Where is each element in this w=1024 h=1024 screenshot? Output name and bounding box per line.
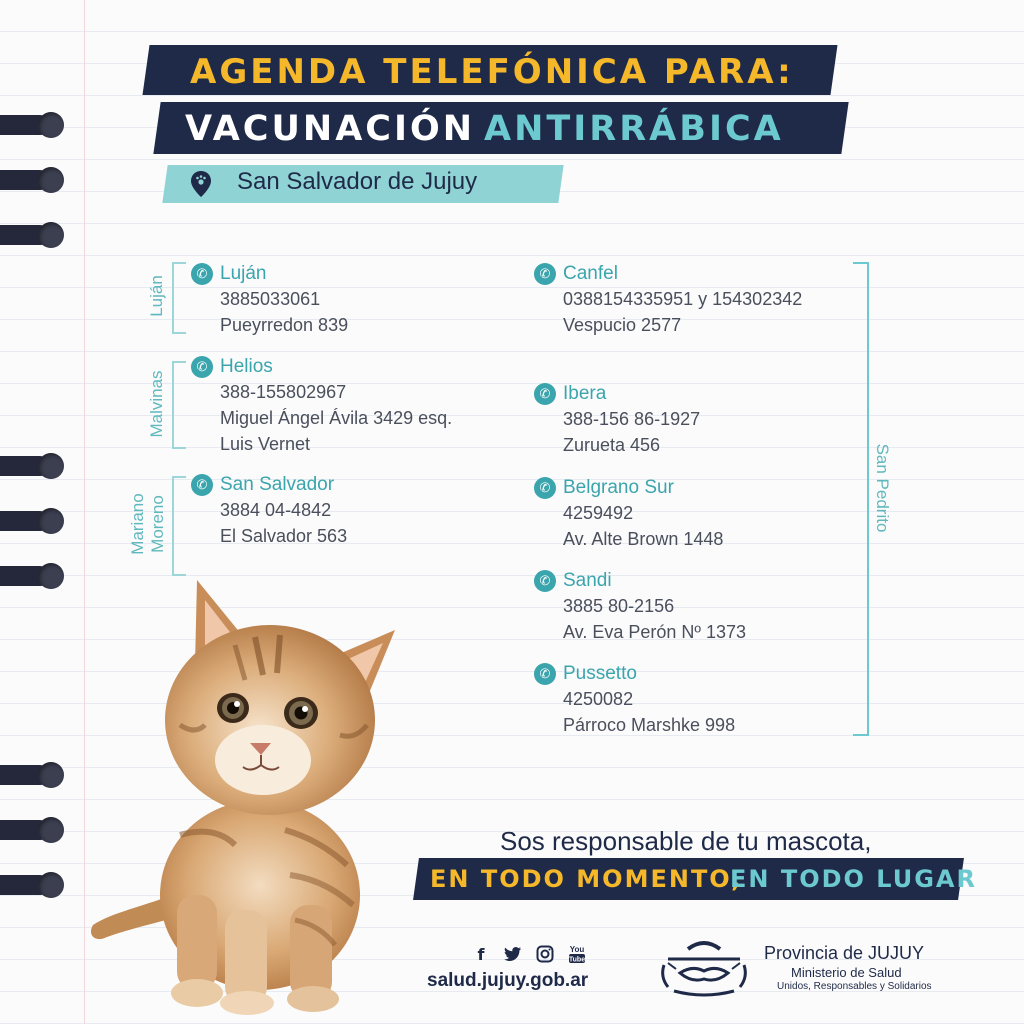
contact-entry bbox=[539, 662, 736, 738]
svg-text:Tube: Tube bbox=[568, 956, 586, 964]
slogan-line-1: Sos responsable de tu mascota, bbox=[500, 826, 872, 856]
contact-entry bbox=[539, 569, 747, 645]
group-label-malvinas: Malvinas bbox=[147, 370, 166, 438]
kitten-image bbox=[85, 575, 405, 1015]
province-name: Provincia de JUJUY bbox=[764, 943, 925, 963]
contact-name: Canfel bbox=[563, 263, 618, 284]
bracket-malvinas bbox=[172, 361, 186, 449]
phone-icon: ✆ bbox=[534, 477, 556, 499]
contact-name: Pussetto bbox=[563, 663, 637, 684]
slogan-en-todo-lugar: EN TODO LUGAR bbox=[730, 865, 977, 893]
contact-address: Pueyrredon 839 bbox=[220, 315, 349, 335]
phone-icon: ✆ bbox=[534, 663, 556, 685]
facebook-icon[interactable]: f bbox=[477, 944, 485, 964]
contact-phone: 4259492 bbox=[563, 503, 634, 523]
contact-entry bbox=[539, 262, 803, 338]
group-label-lujan: Luján bbox=[147, 275, 166, 317]
bracket-mariano-moreno bbox=[172, 476, 186, 576]
province-logo bbox=[658, 935, 750, 999]
contact-phone: 3884 04-4842 bbox=[220, 500, 332, 520]
contact-entry bbox=[539, 476, 724, 552]
twitter-icon[interactable] bbox=[502, 944, 524, 964]
contact-phone: 0388154335951 y 154302342 bbox=[563, 289, 803, 309]
contact-entry bbox=[196, 262, 349, 338]
contact-address: El Salvador 563 bbox=[220, 526, 348, 546]
contact-phone: 388-155802967 bbox=[220, 382, 347, 402]
contact-address: Párroco Marshke 998 bbox=[563, 715, 736, 735]
contact-address: Miguel Ángel Ávila 3429 esq. bbox=[220, 408, 453, 428]
notebook-ring bbox=[0, 167, 64, 193]
slogan-en-todo-momento: EN TODO MOMENTO, bbox=[430, 865, 743, 893]
phone-icon: ✆ bbox=[191, 474, 213, 496]
social-links bbox=[470, 944, 588, 964]
bracket-san-pedrito bbox=[853, 262, 869, 736]
footer-url[interactable]: salud.jujuy.gob.ar bbox=[427, 970, 589, 991]
notebook-ring bbox=[0, 453, 64, 479]
notebook-ring bbox=[0, 872, 64, 898]
contact-entry bbox=[196, 473, 348, 549]
phone-icon: ✆ bbox=[534, 570, 556, 592]
location-pin-icon bbox=[190, 170, 212, 198]
notebook-ring bbox=[0, 762, 64, 788]
notebook-ring bbox=[0, 508, 64, 534]
contact-phone: 388-156 86-1927 bbox=[563, 409, 701, 429]
notebook-ring bbox=[0, 222, 64, 248]
contact-address: Av. Alte Brown 1448 bbox=[563, 529, 724, 549]
group-label-mariano-moreno: Mariano Moreno bbox=[128, 493, 167, 555]
contact-address-2: Luis Vernet bbox=[220, 434, 311, 454]
contact-name: Ibera bbox=[563, 383, 607, 404]
contact-name: Sandi bbox=[563, 570, 612, 591]
title-antirrabica: ANTIRRÁBICA bbox=[484, 109, 784, 149]
contact-phone: 4250082 bbox=[563, 689, 634, 709]
notebook-ring bbox=[0, 112, 64, 138]
instagram-icon[interactable] bbox=[534, 944, 556, 964]
group-label-san-pedrito: San Pedrito bbox=[873, 443, 892, 533]
bracket-lujan bbox=[172, 262, 186, 334]
ministry-name: Ministerio de Salud bbox=[791, 965, 902, 980]
contact-name: San Salvador bbox=[220, 474, 335, 495]
contact-name: Helios bbox=[220, 356, 273, 377]
notebook-ring bbox=[0, 817, 64, 843]
contact-phone: 3885 80-2156 bbox=[563, 596, 675, 616]
contact-name: Belgrano Sur bbox=[563, 477, 674, 498]
title-vacunacion: VACUNACIÓN bbox=[185, 109, 476, 149]
svg-text:You: You bbox=[569, 945, 585, 954]
phone-icon: ✆ bbox=[534, 263, 556, 285]
contact-address: Vespucio 2577 bbox=[563, 315, 682, 335]
contact-phone: 3885033061 bbox=[220, 289, 321, 309]
location-name: San Salvador de Jujuy bbox=[237, 168, 478, 195]
youtube-icon[interactable] bbox=[566, 944, 588, 964]
phone-icon: ✆ bbox=[534, 383, 556, 405]
notebook-ring bbox=[0, 563, 64, 589]
phone-icon: ✆ bbox=[191, 356, 213, 378]
contact-name: Luján bbox=[220, 263, 267, 284]
title-line-1: AGENDA TELEFÓNICA PARA: bbox=[190, 52, 794, 92]
contact-address: Zurueta 456 bbox=[563, 435, 661, 455]
province-motto: Unidos, Responsables y Solidarios bbox=[777, 981, 932, 992]
phone-icon: ✆ bbox=[191, 263, 213, 285]
contact-entry bbox=[196, 355, 453, 457]
contact-address: Av. Eva Perón Nº 1373 bbox=[563, 622, 747, 642]
contact-entry bbox=[539, 382, 701, 458]
